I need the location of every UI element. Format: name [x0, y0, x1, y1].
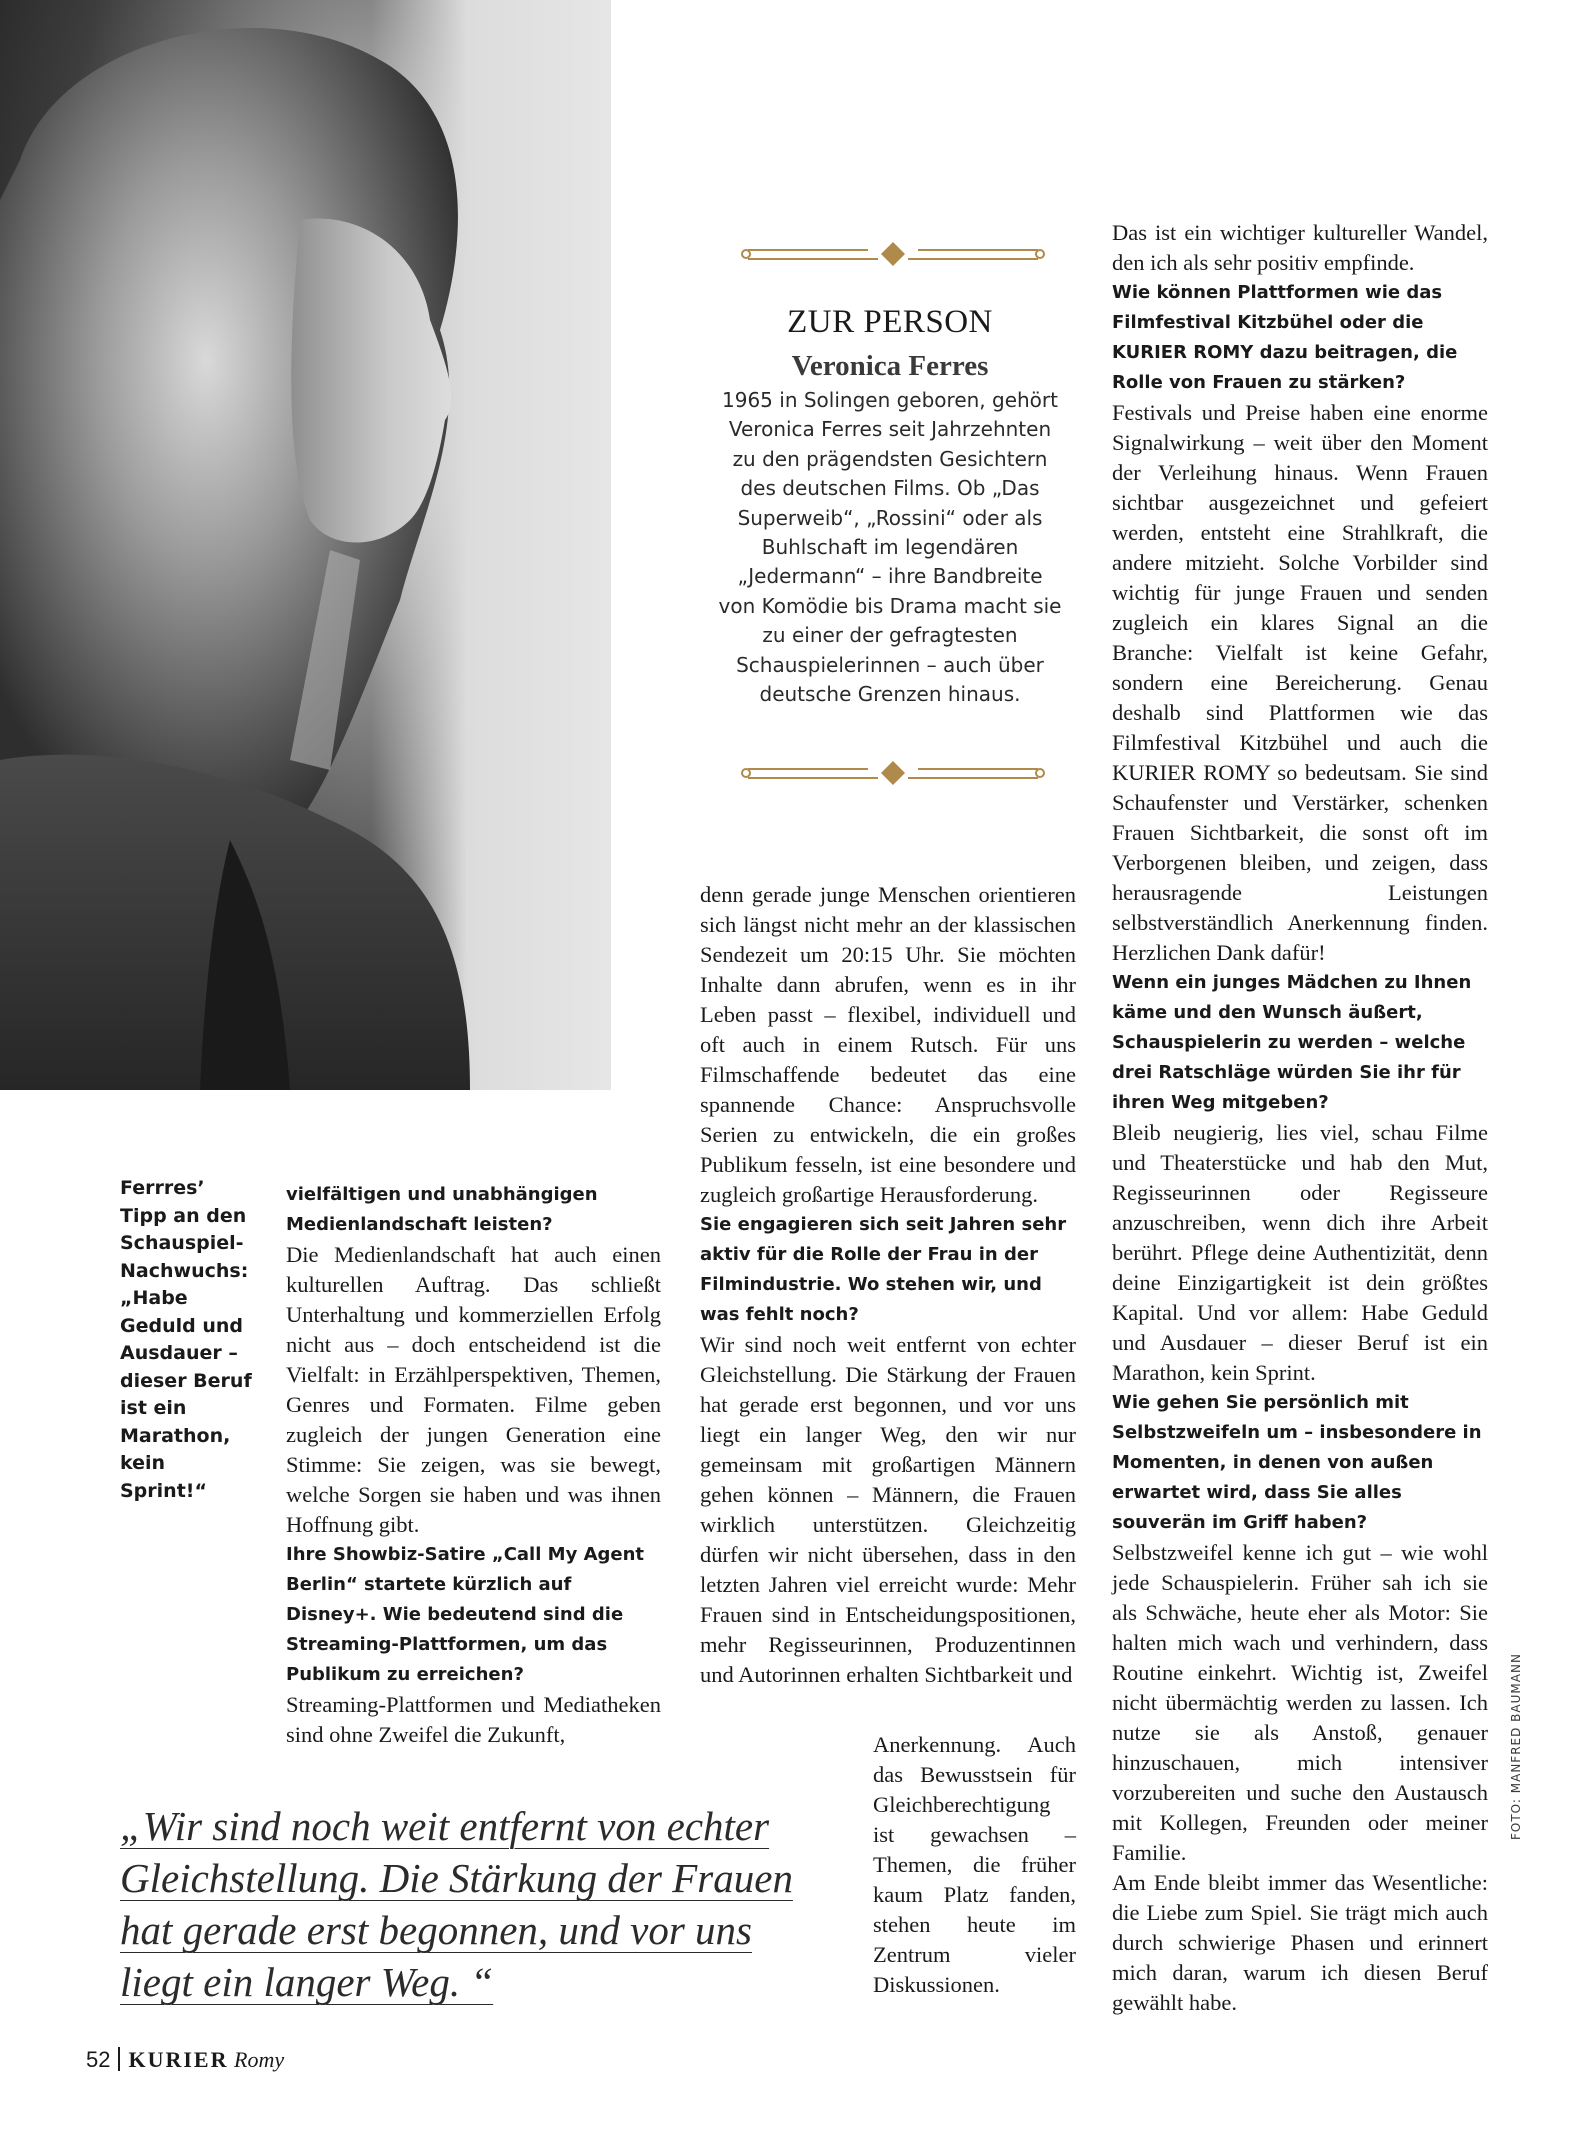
answer-text: Anerkennung. Auch das Bewusstsein für Gleichberechtigung ist gewachsen – Themen, die früher kaum Platz fanden, stehen heute im Zentrum vieler Diskussionen. [873, 1732, 1076, 1997]
zur-person-heading: ZUR PERSON [787, 304, 993, 340]
footer-divider [118, 2047, 120, 2071]
article-column-right [1112, 218, 1488, 2018]
top-ornament [738, 238, 1048, 272]
pull-quote: „Wir sind noch weit entfernt von echter Gleichstellung. Die Stärkung der Frauen hat gerade erst begonnen, und vor uns liegt ein langer Weg. “ [120, 1803, 793, 2005]
portrait-illustration [0, 0, 611, 1090]
answer-text: Am Ende bleibt immer das Wesentliche: die Liebe zum Spiel. Sie trägt mich auch durch schwierige Phasen und erinnert mich daran, warum ich diesen Beruf gewählt habe. [1112, 1870, 1488, 2015]
zur-person-name: Veronica Ferres [791, 350, 989, 382]
answer-text: denn gerade junge Menschen orientieren sich längst nicht mehr an der klassischen Sendezeit um 20:15 Uhr. Sie möchten Inhalte dann abrufen, wenn es in ihr Leben passt – flexibel, individuell und oft auch in einem Rutsch. Für uns Filmschaffende bedeutet das eine spannende Chance: Anspruchsvolle Serien zu entwickeln, die ein großes Publikum fesseln, ist eine besondere und zugleich großartige Herausforderung. [700, 882, 1076, 1207]
bottom-ornament [738, 757, 1048, 791]
photo-caption: Ferrres’ Tipp an den Schauspiel-Nachwuchs: „Habe Geduld und Ausdauer – dieser Beruf ist ein Marathon, kein Sprint!“ [120, 1177, 252, 1502]
answer-text: Selbstzweifel kenne ich gut – wie wohl jede Schauspielerin. Früher sah ich sie als Schwäche, heute eher als Motor: Sie halten mich wach und verhindern, dass Routine einkehrt. Wichtig ist, Zweifel nicht übermächtig werden zu lassen. Ich nutze sie als Anstoß, genauer hinzuschauen, mich intensiver vorzubereiten und suche den Austausch mit Kollegen, Freunden oder meiner Familie. [1112, 1540, 1488, 1865]
answer-text: Bleib neugierig, lies viel, schau Filme und Theaterstücke und hab den Mut, Regisseurinnen oder Regisseure anzuschreiben, wenn dich ihre Arbeit berührt. Pflege deine Authentizität, denn deine Einzigartigkeit ist dein größtes Kapital. Und vor allem: Habe Geduld und Ausdauer – dieser Beruf ist ein Marathon, kein Sprint. [1112, 1120, 1488, 1385]
article-column-left [286, 1180, 661, 1750]
zur-person-bio: 1965 in Solingen geboren, gehört Veronica Ferres seit Jahrzehnten zu den prägendsten Gesichtern des deutschen Films. Ob „Das Superweib“, „Rossini“ oder als Buhlschaft im legendären „Jedermann“ – ihre Bandbreite von Komödie bis Drama macht sie zu einer der gefragtesten Schauspielerinnen – auch über deutsche Grenzen hinaus. [718, 388, 1062, 707]
interview-question: Wenn ein junges Mädchen zu Ihnen käme und den Wunsch äußert, Schauspielerin zu werden – welche drei Ratschläge würden Sie ihr für ihren Weg mitgeben? [1112, 972, 1472, 1113]
answer-text: Die Medienlandschaft hat auch einen kulturellen Auftrag. Das schließt Unterhaltung und kommerziellen Erfolg nicht aus – doch entscheidend ist die Vielfalt: in Erzählperspektiven, Themen, Genres und Formaten. Filme geben zugleich der jungen Generation eine Stimme: Sie zeigen, was sie bewegt, welche Sorgen sie haben und was ihnen Hoffnung gibt. [286, 1242, 661, 1537]
interview-question: Sie engagieren sich seit Jahren sehr aktiv für die Rolle der Frau in der Filmindustrie. Wo stehen wir, und was fehlt noch? [700, 1214, 1067, 1325]
answer-text: Wir sind noch weit entfernt von echter Gleichstellung. Die Stärkung der Frauen hat gerade erst begonnen, und vor uns liegt ein langer Weg, den wir nur gemeinsam mit großartigen Männern gehen können – Männern, die Frauen wirklich unterstützen. Gleichzeitig dürfen wir nicht übersehen, dass in den letzten Jahren viel erreicht wurde: Mehr Frauen sind in Entscheidungspositionen, mehr Regisseurinnen, Produzentinnen und Autorinnen erhalten Sichtbarkeit und [700, 1332, 1076, 1687]
interview-question: vielfältigen und unabhängigen Medienlandschaft leisten? [286, 1184, 598, 1235]
page-footer [86, 2047, 284, 2073]
interview-question: Wie gehen Sie persönlich mit Selbstzweifeln um – insbesondere in Momenten, in denen von außen erwartet wird, dass Sie alles souverän im Griff haben? [1112, 1392, 1482, 1533]
section-name: Romy [234, 2047, 285, 2072]
magazine-name: KURIER [128, 2047, 229, 2072]
article-column-middle [700, 880, 1076, 1690]
answer-text: Festivals und Preise haben eine enorme Signalwirkung – weit über den Moment der Verleihung hinaus. Wenn Frauen sichtbar ausgezeichnet und gefeiert werden, entsteht eine Strahlkraft, die andere mitzieht. Solche Vorbilder sind wichtig für junge Frauen und senden zugleich ein klares Signal an die Branche: Vielfalt ist keine Gefahr, sondern eine Bereicherung. Genau deshalb sind Plattformen wie das Filmfestival Kitzbühel und auch die KURIER ROMY so bedeutsam. Sie sind Schaufenster und Verstärker, schenken Frauen Sichtbarkeit, die sonst oft im Verborgenen bleiben, und zeigen, dass herausragende Leistungen selbstverständlich Anerkennung finden. Herzlichen Dank dafür! [1112, 400, 1488, 965]
interview-question: Wie können Plattformen wie das Filmfestival Kitzbühel oder die KURIER ROMY dazu beitragen, die Rolle von Frauen zu stärken? [1112, 282, 1458, 393]
answer-text: Das ist ein wichtiger kultureller Wandel, den ich als sehr positiv empfinde. [1112, 220, 1488, 275]
page-number: 52 [86, 2047, 111, 2072]
interview-question: Ihre Showbiz-Satire „Call My Agent Berlin“ startete kürzlich auf Disney+. Wie bedeutend sind die Streaming-Plattformen, um das Publikum zu erreichen? [286, 1544, 645, 1685]
photo-credit: FOTO: MANFRED BAUMANN [1509, 1653, 1523, 1840]
article-column-middle-narrow [873, 1730, 1076, 2000]
portrait-photo [0, 0, 611, 1090]
answer-text: Streaming-Plattformen und Mediatheken sind ohne Zweifel die Zukunft, [286, 1692, 661, 1747]
